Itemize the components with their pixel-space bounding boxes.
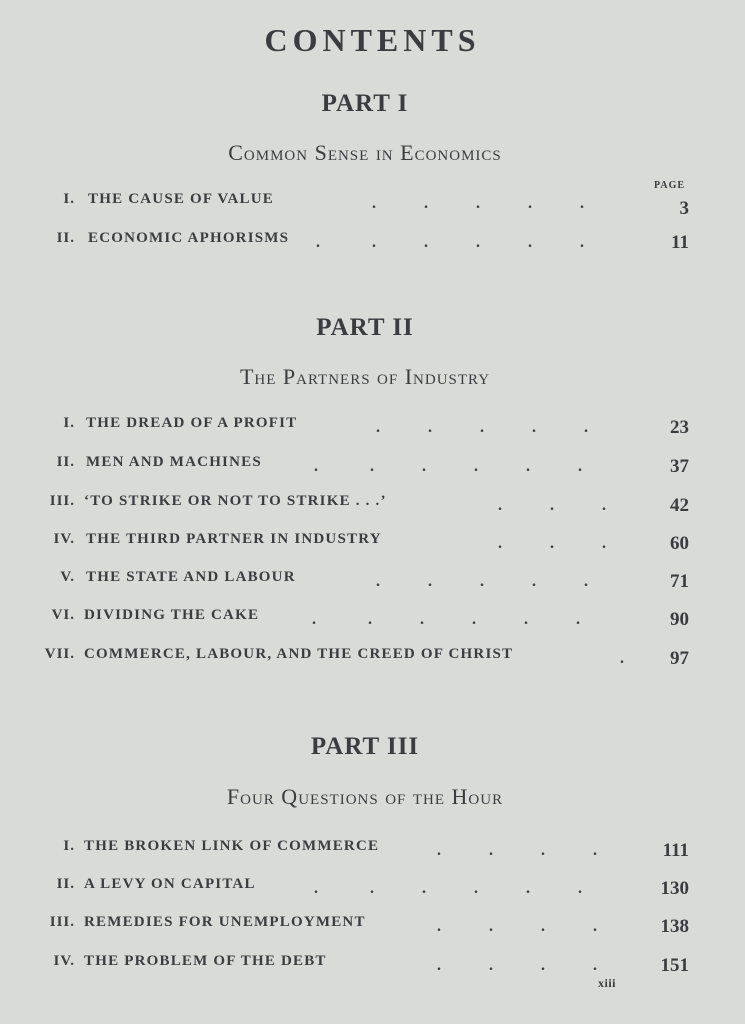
chapter-title: DIVIDING THE CAKE bbox=[84, 607, 260, 623]
chapter-number: II. bbox=[56, 230, 75, 246]
toc-entry[interactable] bbox=[0, 531, 745, 557]
page-number: 151 bbox=[660, 955, 689, 976]
dot-leader: . . . . . . bbox=[316, 234, 584, 251]
dot-leader: . . . . bbox=[437, 918, 597, 935]
chapter-number: II. bbox=[56, 876, 75, 892]
chapter-number: VII. bbox=[44, 646, 75, 662]
dot-leader: . bbox=[620, 650, 624, 667]
page-title: CONTENTS bbox=[264, 22, 481, 58]
part-heading: PART II bbox=[316, 314, 414, 341]
chapter-number: IV. bbox=[53, 953, 75, 969]
page-number: 138 bbox=[660, 916, 689, 937]
chapter-number: VI. bbox=[51, 607, 75, 623]
dot-leader: . . . bbox=[498, 497, 606, 514]
toc-entry[interactable] bbox=[0, 607, 745, 633]
chapter-number: I. bbox=[63, 191, 75, 207]
chapter-number: I. bbox=[63, 838, 75, 854]
dot-leader: . . . . . bbox=[376, 573, 588, 590]
toc-entry[interactable] bbox=[0, 454, 745, 480]
part-subtitle: The Partners of Industry bbox=[239, 364, 491, 389]
page-number: 3 bbox=[679, 198, 689, 219]
chapter-title: REMEDIES FOR UNEMPLOYMENT bbox=[84, 914, 366, 930]
toc-entry[interactable] bbox=[0, 876, 745, 902]
part-subtitle: Common Sense in Economics bbox=[228, 140, 502, 165]
page-number: 97 bbox=[670, 648, 689, 669]
chapter-title: ‘TO STRIKE OR NOT TO STRIKE . . .’ bbox=[84, 493, 387, 509]
page-number: 37 bbox=[670, 456, 689, 477]
toc-entry[interactable] bbox=[0, 914, 745, 940]
page-number: 42 bbox=[670, 495, 689, 516]
page-number: 71 bbox=[670, 571, 689, 592]
dot-leader: . . . bbox=[498, 535, 606, 552]
chapter-title: THE DREAD OF A PROFIT bbox=[86, 415, 298, 431]
chapter-number: IV. bbox=[53, 531, 75, 547]
toc-entry[interactable] bbox=[0, 569, 745, 595]
toc-entry[interactable] bbox=[0, 415, 745, 441]
dot-leader: . . . . . . bbox=[314, 458, 582, 475]
chapter-title: THE PROBLEM OF THE DEBT bbox=[84, 953, 327, 969]
dot-leader: . . . . . . bbox=[312, 611, 580, 628]
page-number: 130 bbox=[660, 878, 689, 899]
page-number: 90 bbox=[670, 609, 689, 630]
toc-entry[interactable] bbox=[0, 953, 745, 979]
chapter-number: V. bbox=[60, 569, 75, 585]
toc-entry[interactable] bbox=[0, 191, 745, 217]
page-number: 23 bbox=[670, 417, 689, 438]
chapter-number: I. bbox=[63, 415, 75, 431]
chapter-title: THE CAUSE OF VALUE bbox=[88, 191, 274, 207]
toc-entry[interactable] bbox=[0, 646, 745, 672]
part-heading: PART I bbox=[321, 90, 409, 117]
chapter-title: THE THIRD PARTNER IN INDUSTRY bbox=[86, 531, 382, 547]
chapter-number: III. bbox=[49, 914, 75, 930]
page-number: 11 bbox=[671, 232, 689, 253]
chapter-title: COMMERCE, LABOUR, AND THE CREED OF CHRIST bbox=[84, 646, 514, 662]
dot-leader: . . . . . bbox=[376, 419, 588, 436]
page-number: 111 bbox=[662, 840, 689, 861]
part-subtitle: Four Questions of the Hour bbox=[226, 784, 504, 809]
dot-leader: . . . . bbox=[437, 842, 597, 859]
toc-entry[interactable] bbox=[0, 838, 745, 864]
page-column-label: PAGE bbox=[654, 180, 686, 191]
chapter-number: II. bbox=[56, 454, 75, 470]
chapter-title: MEN AND MACHINES bbox=[86, 454, 262, 470]
chapter-title: THE BROKEN LINK OF COMMERCE bbox=[84, 838, 380, 854]
toc-entry[interactable] bbox=[0, 493, 745, 519]
toc-entry[interactable] bbox=[0, 230, 745, 256]
part-heading: PART III bbox=[310, 733, 420, 760]
dot-leader: . . . . bbox=[437, 957, 597, 974]
dot-leader: . . . . . bbox=[372, 195, 584, 212]
chapter-title: THE STATE AND LABOUR bbox=[86, 569, 296, 585]
chapter-title: A LEVY ON CAPITAL bbox=[84, 876, 256, 892]
page-number: 60 bbox=[670, 533, 689, 554]
folio-page-number: xiii bbox=[598, 976, 617, 990]
chapter-number: III. bbox=[49, 493, 75, 509]
dot-leader: . . . . . . bbox=[314, 880, 582, 897]
chapter-title: ECONOMIC APHORISMS bbox=[88, 230, 290, 246]
